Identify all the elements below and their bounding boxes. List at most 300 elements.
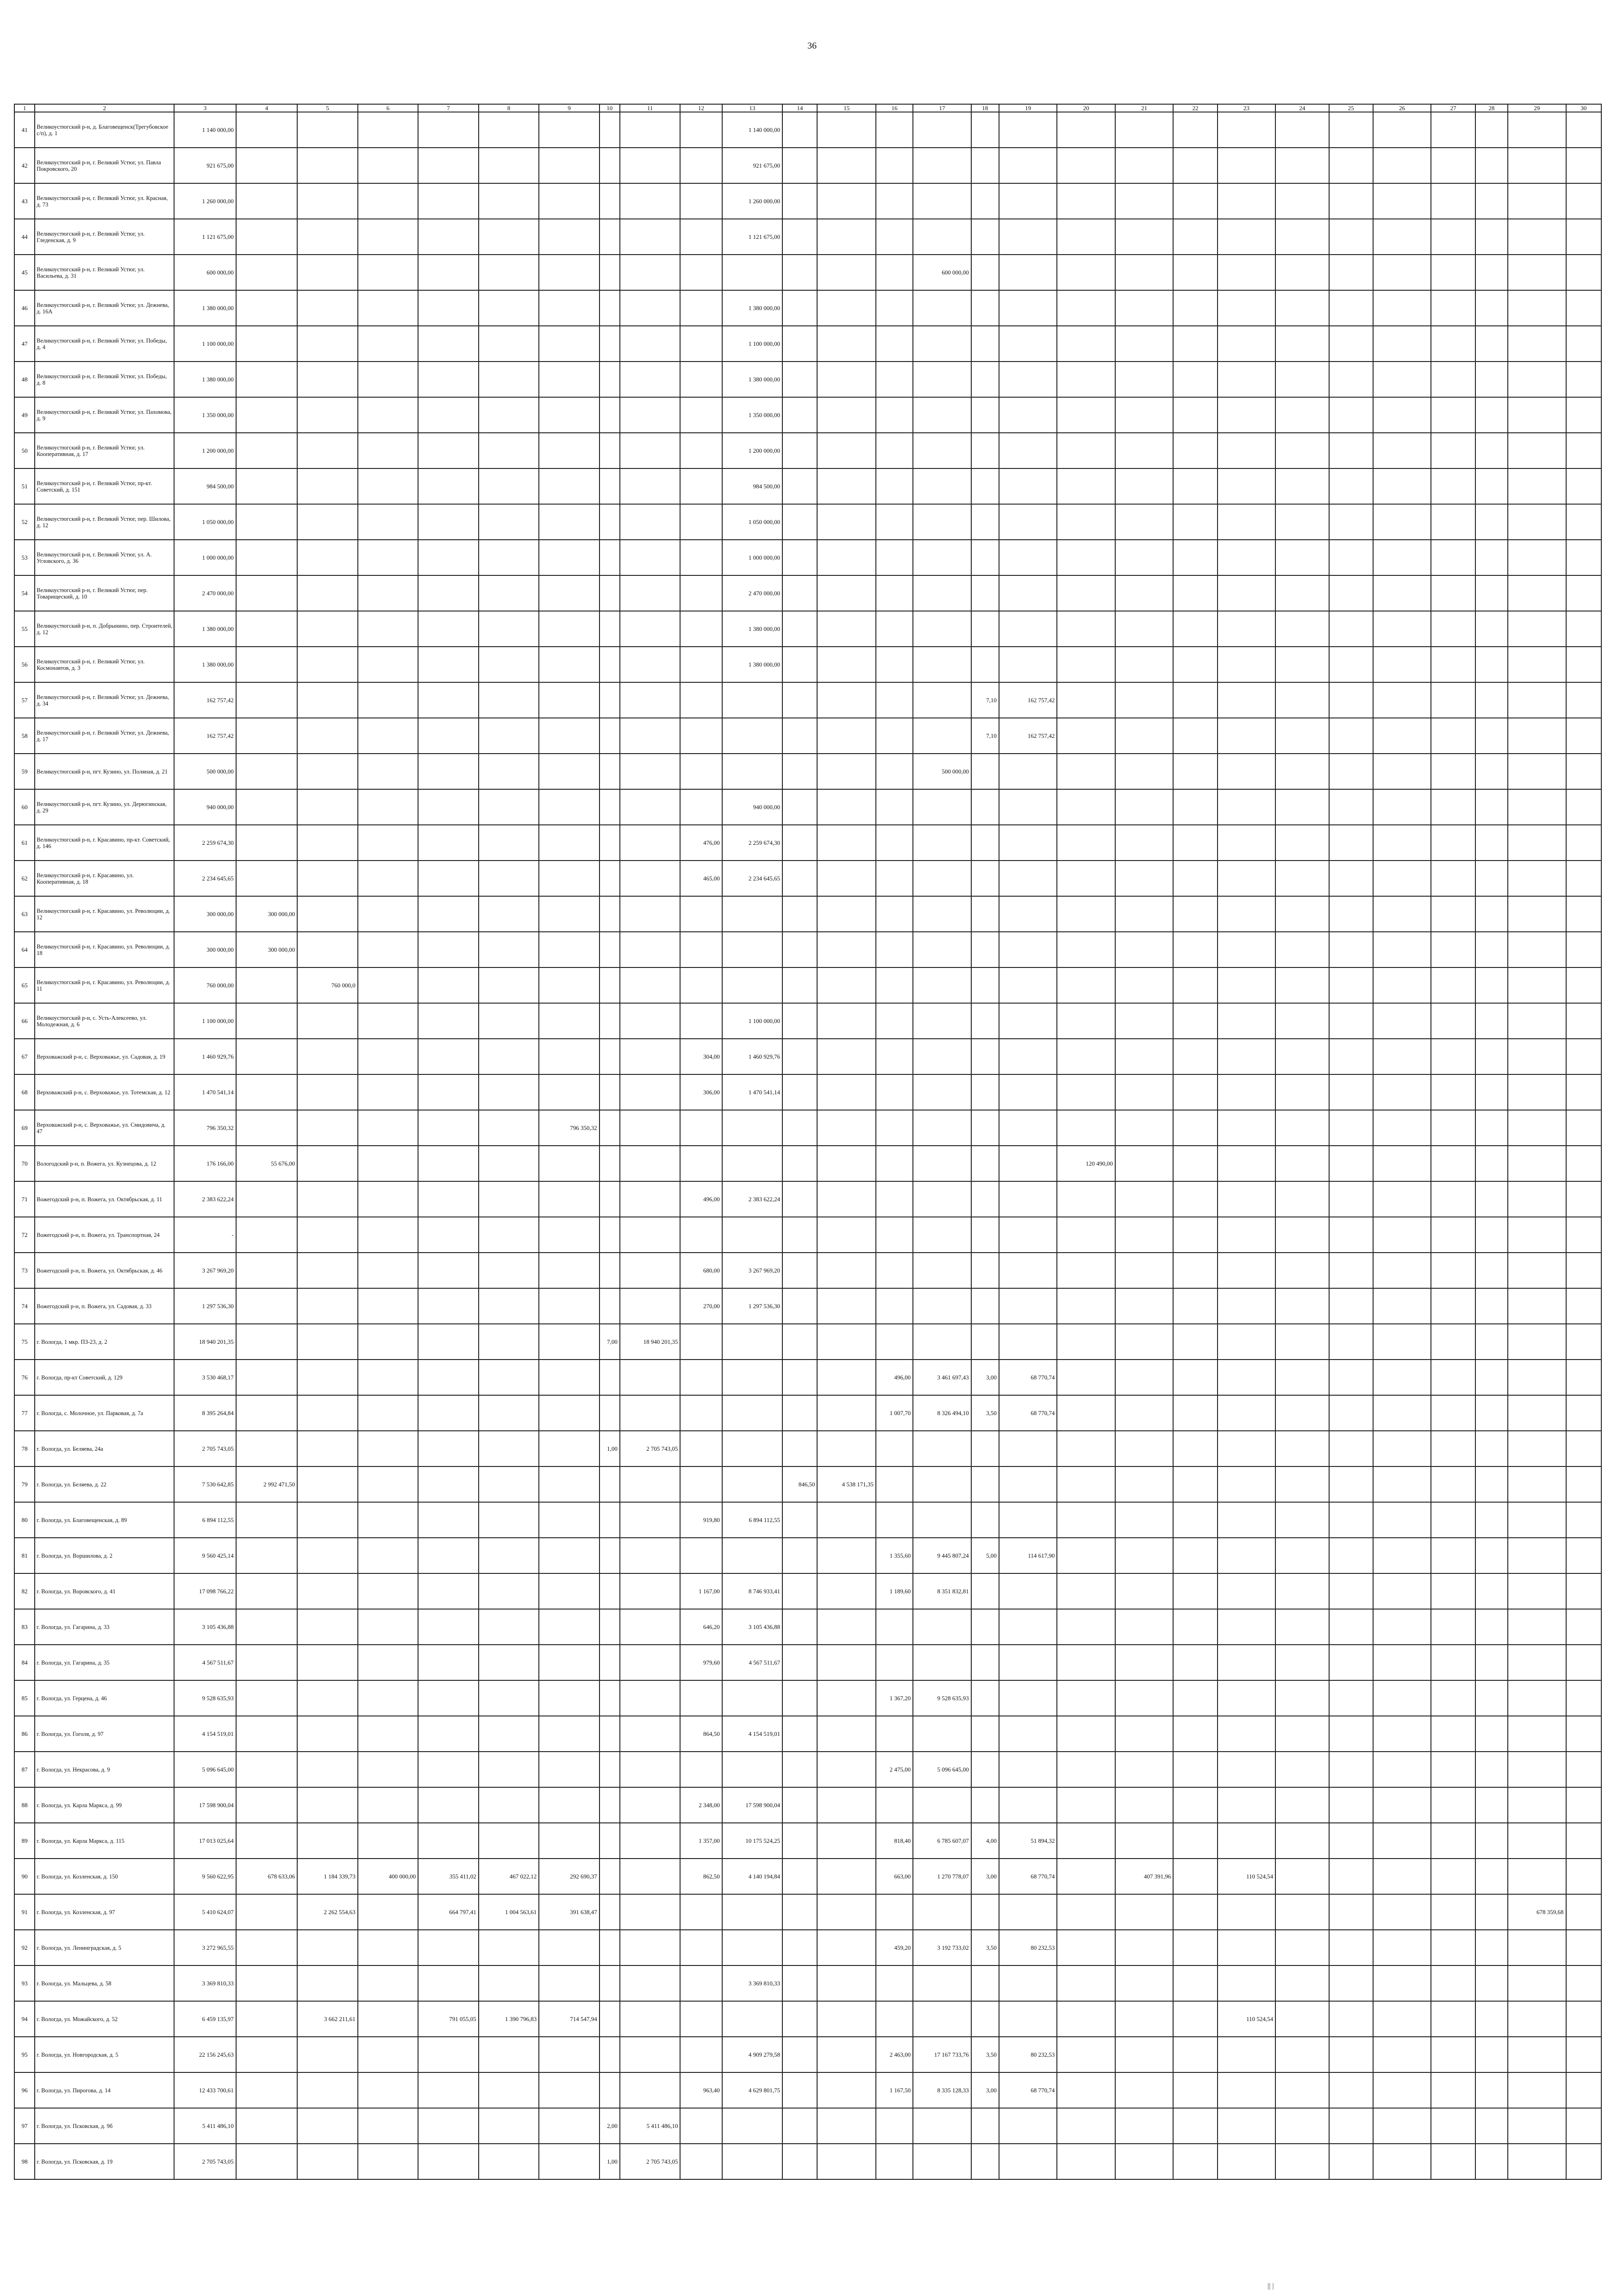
table-row bbox=[14, 1859, 1601, 1894]
value-cell-col25 bbox=[1329, 1930, 1373, 1965]
column-number: 10 bbox=[600, 104, 620, 112]
value-cell-col7 bbox=[418, 2037, 478, 2072]
value-cell-col10 bbox=[600, 1573, 620, 1609]
value-cell-col13: 1 050 000,00 bbox=[722, 504, 782, 540]
value-cell-col8 bbox=[479, 611, 539, 647]
value-cell-col8 bbox=[479, 825, 539, 861]
value-cell-col30 bbox=[1566, 1074, 1602, 1110]
value-cell-col11 bbox=[620, 290, 680, 326]
value-cell-col23 bbox=[1218, 682, 1275, 718]
value-cell-col21 bbox=[1115, 1502, 1173, 1538]
value-cell-col11 bbox=[620, 1787, 680, 1823]
value-cell-col26 bbox=[1373, 397, 1431, 433]
value-cell-col19 bbox=[999, 1074, 1057, 1110]
value-cell-col27 bbox=[1431, 1573, 1475, 1609]
value-cell-col29 bbox=[1508, 861, 1566, 896]
value-cell-col7 bbox=[418, 2108, 478, 2144]
value-cell-col16: 496,00 bbox=[876, 1360, 913, 1395]
column-number: 28 bbox=[1475, 104, 1508, 112]
value-cell-col26 bbox=[1373, 1573, 1431, 1609]
value-cell-col23 bbox=[1218, 1609, 1275, 1645]
value-cell-col6 bbox=[358, 219, 418, 255]
value-cell-col24 bbox=[1275, 2108, 1329, 2144]
value-cell-col4 bbox=[236, 1538, 298, 1573]
value-cell-col3: 1 140 000,00 bbox=[174, 112, 236, 148]
value-cell-col17 bbox=[913, 718, 971, 754]
value-cell-col22 bbox=[1173, 1288, 1217, 1324]
value-cell-col11 bbox=[620, 1680, 680, 1716]
value-cell-col8 bbox=[479, 1360, 539, 1395]
column-number: 22 bbox=[1173, 104, 1217, 112]
value-cell-col22 bbox=[1173, 718, 1217, 754]
value-cell-col19 bbox=[999, 148, 1057, 183]
value-cell-col27 bbox=[1431, 718, 1475, 754]
value-cell-col26 bbox=[1373, 1787, 1431, 1823]
value-cell-col5 bbox=[297, 896, 357, 932]
value-cell-col15 bbox=[817, 1645, 875, 1680]
value-cell-col29 bbox=[1508, 1823, 1566, 1859]
table-row bbox=[14, 1538, 1601, 1573]
value-cell-col11 bbox=[620, 1253, 680, 1288]
value-cell-col16 bbox=[876, 504, 913, 540]
address-cell: Великоустюгский р-н, г. Великий Устюг, ул. Красная, д. 73 bbox=[35, 183, 174, 219]
value-cell-col9 bbox=[539, 1324, 599, 1360]
value-cell-col13: 4 567 511,67 bbox=[722, 1645, 782, 1680]
value-cell-col8 bbox=[479, 183, 539, 219]
value-cell-col3: 1 470 541,14 bbox=[174, 1074, 236, 1110]
value-cell-col25 bbox=[1329, 1110, 1373, 1146]
value-cell-col29 bbox=[1508, 1324, 1566, 1360]
value-cell-col25 bbox=[1329, 2072, 1373, 2108]
value-cell-col19: 80 232,53 bbox=[999, 2037, 1057, 2072]
value-cell-col26 bbox=[1373, 611, 1431, 647]
value-cell-col17 bbox=[913, 861, 971, 896]
value-cell-col24 bbox=[1275, 789, 1329, 825]
value-cell-col25 bbox=[1329, 2001, 1373, 2037]
column-number: 18 bbox=[971, 104, 999, 112]
value-cell-col6 bbox=[358, 1003, 418, 1039]
value-cell-col16 bbox=[876, 1787, 913, 1823]
value-cell-col15 bbox=[817, 825, 875, 861]
value-cell-col5 bbox=[297, 362, 357, 397]
value-cell-col23 bbox=[1218, 825, 1275, 861]
row-number: 52 bbox=[14, 504, 35, 540]
value-cell-col26 bbox=[1373, 1538, 1431, 1573]
value-cell-col8 bbox=[479, 2144, 539, 2179]
value-cell-col18 bbox=[971, 1288, 999, 1324]
value-cell-col5: 3 662 211,61 bbox=[297, 2001, 357, 2037]
value-cell-col20 bbox=[1057, 1609, 1115, 1645]
value-cell-col23 bbox=[1218, 1395, 1275, 1431]
value-cell-col21 bbox=[1115, 754, 1173, 789]
value-cell-col6 bbox=[358, 540, 418, 575]
value-cell-col14 bbox=[782, 219, 817, 255]
table-row bbox=[14, 1181, 1601, 1217]
value-cell-col19 bbox=[999, 540, 1057, 575]
value-cell-col17 bbox=[913, 1181, 971, 1217]
value-cell-col8 bbox=[479, 1752, 539, 1787]
value-cell-col21 bbox=[1115, 1965, 1173, 2001]
value-cell-col28 bbox=[1475, 861, 1508, 896]
value-cell-col6 bbox=[358, 1573, 418, 1609]
value-cell-col14 bbox=[782, 2072, 817, 2108]
value-cell-col9 bbox=[539, 1039, 599, 1074]
value-cell-col21 bbox=[1115, 290, 1173, 326]
value-cell-col24 bbox=[1275, 326, 1329, 362]
value-cell-col21 bbox=[1115, 2108, 1173, 2144]
value-cell-col20 bbox=[1057, 932, 1115, 967]
value-cell-col20 bbox=[1057, 896, 1115, 932]
row-number: 55 bbox=[14, 611, 35, 647]
value-cell-col24 bbox=[1275, 575, 1329, 611]
value-cell-col22 bbox=[1173, 825, 1217, 861]
value-cell-col30 bbox=[1566, 2072, 1602, 2108]
value-cell-col25 bbox=[1329, 1466, 1373, 1502]
value-cell-col6 bbox=[358, 1181, 418, 1217]
value-cell-col19 bbox=[999, 255, 1057, 290]
value-cell-col7 bbox=[418, 647, 478, 682]
value-cell-col21 bbox=[1115, 1146, 1173, 1181]
value-cell-col10 bbox=[600, 1395, 620, 1431]
value-cell-col12 bbox=[680, 112, 722, 148]
value-cell-col21 bbox=[1115, 397, 1173, 433]
address-cell: Вожегодский р-н, п. Вожега, ул. Садовая, д. 33 bbox=[35, 1288, 174, 1324]
address-cell: Великоустюгский р-н, г. Великий Устюг, ул. Космонавтов, д. 3 bbox=[35, 647, 174, 682]
value-cell-col21 bbox=[1115, 718, 1173, 754]
table-row bbox=[14, 1360, 1601, 1395]
value-cell-col12 bbox=[680, 2037, 722, 2072]
value-cell-col20 bbox=[1057, 540, 1115, 575]
value-cell-col28 bbox=[1475, 1538, 1508, 1573]
value-cell-col13: 17 598 900,04 bbox=[722, 1787, 782, 1823]
row-number: 67 bbox=[14, 1039, 35, 1074]
value-cell-col15 bbox=[817, 1965, 875, 2001]
value-cell-col10 bbox=[600, 1110, 620, 1146]
value-cell-col5 bbox=[297, 540, 357, 575]
column-number: 8 bbox=[479, 104, 539, 112]
value-cell-col24 bbox=[1275, 290, 1329, 326]
value-cell-col22 bbox=[1173, 1431, 1217, 1466]
value-cell-col16 bbox=[876, 1253, 913, 1288]
value-cell-col8 bbox=[479, 647, 539, 682]
value-cell-col30 bbox=[1566, 1288, 1602, 1324]
value-cell-col21 bbox=[1115, 682, 1173, 718]
value-cell-col29 bbox=[1508, 1965, 1566, 2001]
value-cell-col6 bbox=[358, 1716, 418, 1752]
value-cell-col13 bbox=[722, 1752, 782, 1787]
value-cell-col20 bbox=[1057, 219, 1115, 255]
value-cell-col13: 1 100 000,00 bbox=[722, 1003, 782, 1039]
value-cell-col15 bbox=[817, 1395, 875, 1431]
value-cell-col24 bbox=[1275, 1680, 1329, 1716]
value-cell-col18 bbox=[971, 1074, 999, 1110]
value-cell-col13: 1 380 000,00 bbox=[722, 362, 782, 397]
value-cell-col24 bbox=[1275, 825, 1329, 861]
row-number: 98 bbox=[14, 2144, 35, 2179]
column-number: 17 bbox=[913, 104, 971, 112]
value-cell-col13: 1 470 541,14 bbox=[722, 1074, 782, 1110]
value-cell-col18 bbox=[971, 1573, 999, 1609]
value-cell-col3: 921 675,00 bbox=[174, 148, 236, 183]
value-cell-col6 bbox=[358, 1324, 418, 1360]
value-cell-col3: - bbox=[174, 1217, 236, 1253]
value-cell-col3: 12 433 700,61 bbox=[174, 2072, 236, 2108]
value-cell-col10 bbox=[600, 1645, 620, 1680]
value-cell-col12 bbox=[680, 2108, 722, 2144]
value-cell-col13: 10 175 524,25 bbox=[722, 1823, 782, 1859]
value-cell-col30 bbox=[1566, 397, 1602, 433]
value-cell-col23 bbox=[1218, 1288, 1275, 1324]
value-cell-col25 bbox=[1329, 1823, 1373, 1859]
value-cell-col10 bbox=[600, 1716, 620, 1752]
value-cell-col25 bbox=[1329, 1360, 1373, 1395]
value-cell-col12 bbox=[680, 183, 722, 219]
table-row bbox=[14, 1894, 1601, 1930]
value-cell-col24 bbox=[1275, 1181, 1329, 1217]
value-cell-col8 bbox=[479, 1573, 539, 1609]
value-cell-col22 bbox=[1173, 575, 1217, 611]
value-cell-col9 bbox=[539, 1181, 599, 1217]
value-cell-col16 bbox=[876, 112, 913, 148]
table-row bbox=[14, 1217, 1601, 1253]
value-cell-col19 bbox=[999, 1466, 1057, 1502]
value-cell-col22 bbox=[1173, 1609, 1217, 1645]
value-cell-col27 bbox=[1431, 932, 1475, 967]
value-cell-col25 bbox=[1329, 967, 1373, 1003]
column-number: 12 bbox=[680, 104, 722, 112]
value-cell-col20 bbox=[1057, 1181, 1115, 1217]
value-cell-col6 bbox=[358, 789, 418, 825]
row-number: 97 bbox=[14, 2108, 35, 2144]
value-cell-col21 bbox=[1115, 1752, 1173, 1787]
value-cell-col28 bbox=[1475, 112, 1508, 148]
value-cell-col16 bbox=[876, 896, 913, 932]
value-cell-col20 bbox=[1057, 1003, 1115, 1039]
value-cell-col29 bbox=[1508, 433, 1566, 468]
value-cell-col29 bbox=[1508, 290, 1566, 326]
address-cell: Великоустюгский р-н, г. Красавино, ул. Кооперативная, д. 18 bbox=[35, 861, 174, 896]
value-cell-col29 bbox=[1508, 647, 1566, 682]
value-cell-col22 bbox=[1173, 540, 1217, 575]
value-cell-col14 bbox=[782, 647, 817, 682]
row-number: 53 bbox=[14, 540, 35, 575]
value-cell-col14 bbox=[782, 1395, 817, 1431]
value-cell-col13: 2 259 674,30 bbox=[722, 825, 782, 861]
value-cell-col29 bbox=[1508, 112, 1566, 148]
value-cell-col21 bbox=[1115, 2037, 1173, 2072]
value-cell-col22 bbox=[1173, 1360, 1217, 1395]
value-cell-col13: 3 267 969,20 bbox=[722, 1253, 782, 1288]
value-cell-col7 bbox=[418, 1930, 478, 1965]
value-cell-col28 bbox=[1475, 1431, 1508, 1466]
value-cell-col21 bbox=[1115, 1288, 1173, 1324]
value-cell-col5 bbox=[297, 1146, 357, 1181]
value-cell-col9 bbox=[539, 754, 599, 789]
value-cell-col28 bbox=[1475, 754, 1508, 789]
value-cell-col19 bbox=[999, 1181, 1057, 1217]
value-cell-col21 bbox=[1115, 1716, 1173, 1752]
value-cell-col14 bbox=[782, 1324, 817, 1360]
value-cell-col11 bbox=[620, 540, 680, 575]
value-cell-col5 bbox=[297, 575, 357, 611]
value-cell-col27 bbox=[1431, 861, 1475, 896]
value-cell-col28 bbox=[1475, 1645, 1508, 1680]
value-cell-col19 bbox=[999, 825, 1057, 861]
address-cell: Великоустюгский р-н, г. Великий Устюг, ул. Победы, д. 8 bbox=[35, 362, 174, 397]
address-cell: г. Вологда, ул. Некрасова, д. 9 bbox=[35, 1752, 174, 1787]
value-cell-col26 bbox=[1373, 1645, 1431, 1680]
value-cell-col19 bbox=[999, 183, 1057, 219]
address-cell: Великоустюгский р-н, п. Добрынино, пер. Строителей, д. 12 bbox=[35, 611, 174, 647]
value-cell-col13 bbox=[722, 1466, 782, 1502]
value-cell-col10 bbox=[600, 1003, 620, 1039]
address-cell: г. Вологда, ул. Воршилова, д. 2 bbox=[35, 1538, 174, 1573]
value-cell-col24 bbox=[1275, 397, 1329, 433]
value-cell-col23 bbox=[1218, 896, 1275, 932]
value-cell-col9: 391 638,47 bbox=[539, 1894, 599, 1930]
value-cell-col27 bbox=[1431, 1965, 1475, 2001]
value-cell-col14 bbox=[782, 1645, 817, 1680]
value-cell-col4 bbox=[236, 1965, 298, 2001]
value-cell-col20 bbox=[1057, 789, 1115, 825]
value-cell-col29 bbox=[1508, 468, 1566, 504]
value-cell-col27 bbox=[1431, 896, 1475, 932]
value-cell-col25 bbox=[1329, 1645, 1373, 1680]
value-cell-col12 bbox=[680, 148, 722, 183]
value-cell-col23 bbox=[1218, 183, 1275, 219]
value-cell-col22 bbox=[1173, 1039, 1217, 1074]
value-cell-col18 bbox=[971, 1110, 999, 1146]
value-cell-col24 bbox=[1275, 1431, 1329, 1466]
address-cell: Верховажский р-н, с. Верховажье, ул. Садовая, д. 19 bbox=[35, 1039, 174, 1074]
value-cell-col13: 4 909 279,58 bbox=[722, 2037, 782, 2072]
value-cell-col28 bbox=[1475, 896, 1508, 932]
row-number: 73 bbox=[14, 1253, 35, 1288]
value-cell-col25 bbox=[1329, 1431, 1373, 1466]
value-cell-col8 bbox=[479, 1787, 539, 1823]
value-cell-col22 bbox=[1173, 1859, 1217, 1894]
address-cell: Великоустюгский р-н, г. Великий Устюг, ул. Кооперативная, д. 17 bbox=[35, 433, 174, 468]
value-cell-col11 bbox=[620, 433, 680, 468]
value-cell-col4 bbox=[236, 290, 298, 326]
value-cell-col27 bbox=[1431, 1288, 1475, 1324]
value-cell-col6 bbox=[358, 183, 418, 219]
value-cell-col28 bbox=[1475, 183, 1508, 219]
value-cell-col23 bbox=[1218, 1752, 1275, 1787]
table-row bbox=[14, 1752, 1601, 1787]
value-cell-col19 bbox=[999, 1039, 1057, 1074]
table-row bbox=[14, 1146, 1601, 1181]
value-cell-col25 bbox=[1329, 718, 1373, 754]
value-cell-col3: 796 350,32 bbox=[174, 1110, 236, 1146]
value-cell-col11 bbox=[620, 219, 680, 255]
value-cell-col15 bbox=[817, 1573, 875, 1609]
value-cell-col25 bbox=[1329, 1074, 1373, 1110]
table-row bbox=[14, 1431, 1601, 1466]
address-cell: г. Вологда, ул. Гагарина, д. 33 bbox=[35, 1609, 174, 1645]
value-cell-col6 bbox=[358, 1502, 418, 1538]
value-cell-col15 bbox=[817, 362, 875, 397]
value-cell-col17 bbox=[913, 825, 971, 861]
value-cell-col26 bbox=[1373, 2037, 1431, 2072]
value-cell-col9 bbox=[539, 397, 599, 433]
value-cell-col15 bbox=[817, 2144, 875, 2179]
value-cell-col4 bbox=[236, 1431, 298, 1466]
value-cell-col14 bbox=[782, 2001, 817, 2037]
value-cell-col28 bbox=[1475, 789, 1508, 825]
value-cell-col17: 3 461 697,43 bbox=[913, 1360, 971, 1395]
value-cell-col19 bbox=[999, 2144, 1057, 2179]
value-cell-col30 bbox=[1566, 575, 1602, 611]
value-cell-col21 bbox=[1115, 1395, 1173, 1431]
value-cell-col5: 1 184 339,73 bbox=[297, 1859, 357, 1894]
value-cell-col27 bbox=[1431, 1039, 1475, 1074]
value-cell-col30 bbox=[1566, 1324, 1602, 1360]
value-cell-col14 bbox=[782, 362, 817, 397]
table-row bbox=[14, 932, 1601, 967]
value-cell-col26 bbox=[1373, 1395, 1431, 1431]
value-cell-col8 bbox=[479, 504, 539, 540]
value-cell-col8 bbox=[479, 1965, 539, 2001]
value-cell-col30 bbox=[1566, 1538, 1602, 1573]
value-cell-col17 bbox=[913, 1502, 971, 1538]
value-cell-col25 bbox=[1329, 1538, 1373, 1573]
value-cell-col6 bbox=[358, 1965, 418, 2001]
table-row bbox=[14, 1324, 1601, 1360]
value-cell-col10 bbox=[600, 754, 620, 789]
value-cell-col19 bbox=[999, 326, 1057, 362]
value-cell-col26 bbox=[1373, 1181, 1431, 1217]
value-cell-col11 bbox=[620, 1752, 680, 1787]
value-cell-col12: 680,00 bbox=[680, 1253, 722, 1288]
value-cell-col12 bbox=[680, 967, 722, 1003]
value-cell-col6 bbox=[358, 1110, 418, 1146]
value-cell-col14 bbox=[782, 1930, 817, 1965]
value-cell-col11 bbox=[620, 789, 680, 825]
value-cell-col30 bbox=[1566, 896, 1602, 932]
table-row bbox=[14, 575, 1601, 611]
value-cell-col19 bbox=[999, 861, 1057, 896]
value-cell-col9 bbox=[539, 789, 599, 825]
value-cell-col8 bbox=[479, 1609, 539, 1645]
value-cell-col11 bbox=[620, 1360, 680, 1395]
value-cell-col11 bbox=[620, 1146, 680, 1181]
value-cell-col24 bbox=[1275, 183, 1329, 219]
value-cell-col14 bbox=[782, 1538, 817, 1573]
value-cell-col10 bbox=[600, 148, 620, 183]
value-cell-col27 bbox=[1431, 1110, 1475, 1146]
value-cell-col21 bbox=[1115, 112, 1173, 148]
value-cell-col8 bbox=[479, 754, 539, 789]
value-cell-col10 bbox=[600, 468, 620, 504]
value-cell-col26 bbox=[1373, 219, 1431, 255]
value-cell-col18: 7,10 bbox=[971, 718, 999, 754]
value-cell-col14 bbox=[782, 326, 817, 362]
value-cell-col29 bbox=[1508, 397, 1566, 433]
value-cell-col28 bbox=[1475, 1181, 1508, 1217]
value-cell-col8 bbox=[479, 1823, 539, 1859]
value-cell-col15 bbox=[817, 682, 875, 718]
value-cell-col10 bbox=[600, 362, 620, 397]
value-cell-col15 bbox=[817, 1680, 875, 1716]
value-cell-col7 bbox=[418, 1609, 478, 1645]
value-cell-col18 bbox=[971, 1466, 999, 1502]
value-cell-col20 bbox=[1057, 682, 1115, 718]
column-number: 16 bbox=[876, 104, 913, 112]
value-cell-col24 bbox=[1275, 1003, 1329, 1039]
address-cell: Великоустюгский р-н, пгт. Кузино, ул. Поляная, д. 21 bbox=[35, 754, 174, 789]
value-cell-col25 bbox=[1329, 932, 1373, 967]
